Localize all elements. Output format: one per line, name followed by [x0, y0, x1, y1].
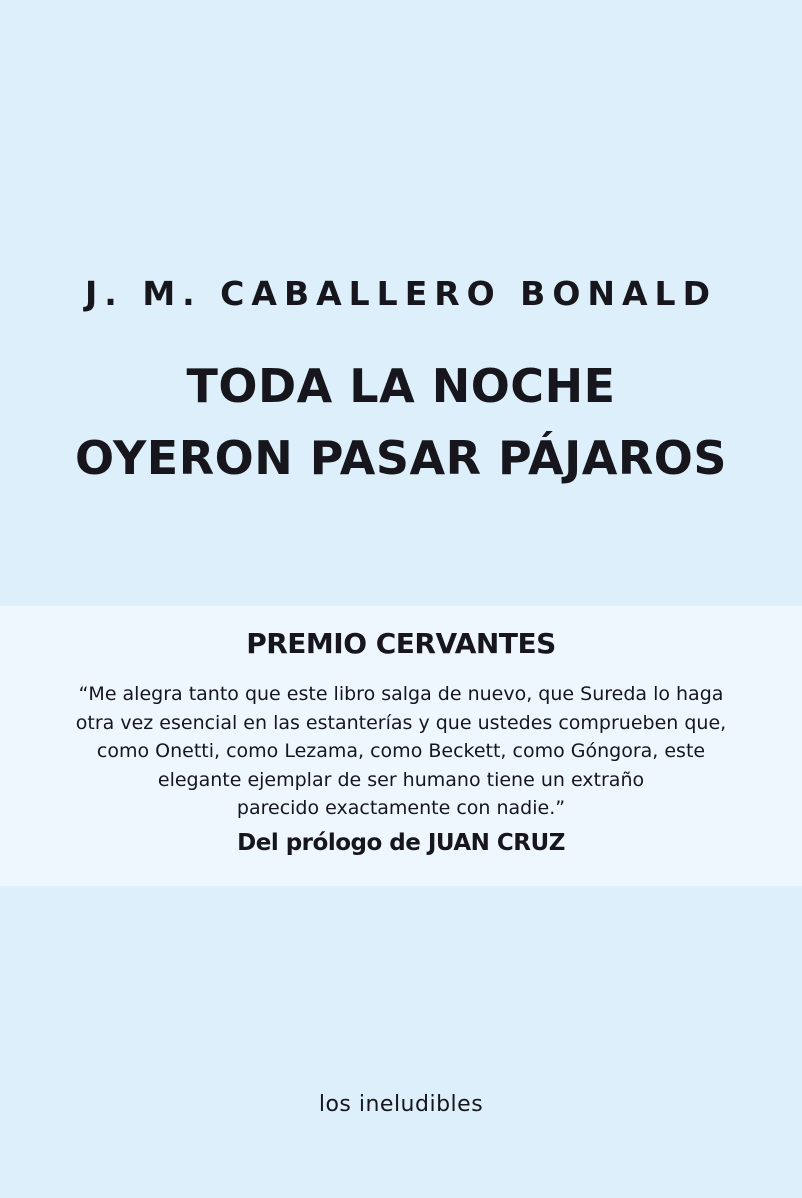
quote-source: Del prólogo de JUAN CRUZ [237, 830, 565, 856]
book-title-line-2: OYERON PASAR PÁJAROS [75, 431, 727, 485]
quote-line: como Onetti, como Lezama, como Beckett, como Góngora, este [96, 740, 706, 762]
quote-line: parecido exactamente con nadie.” [236, 797, 566, 819]
series-name: los ineludibles [318, 1092, 484, 1117]
author-name: J. M. CABALLERO BONALD [85, 274, 717, 313]
blurb-quote [40, 680, 762, 823]
quote-line: otra vez esencial en las estanterías y que ustedes comprueben que, [75, 711, 727, 734]
quote-line: “Me alegra tanto que este libro salga de nuevo, que Sureda lo haga [78, 683, 724, 705]
book-title-line-1: TODA LA NOCHE [186, 359, 616, 413]
book-title [0, 350, 802, 494]
award-heading: PREMIO CERVANTES [246, 627, 556, 660]
quote-line: elegante ejemplar de ser humano tiene un extraño [157, 768, 645, 791]
